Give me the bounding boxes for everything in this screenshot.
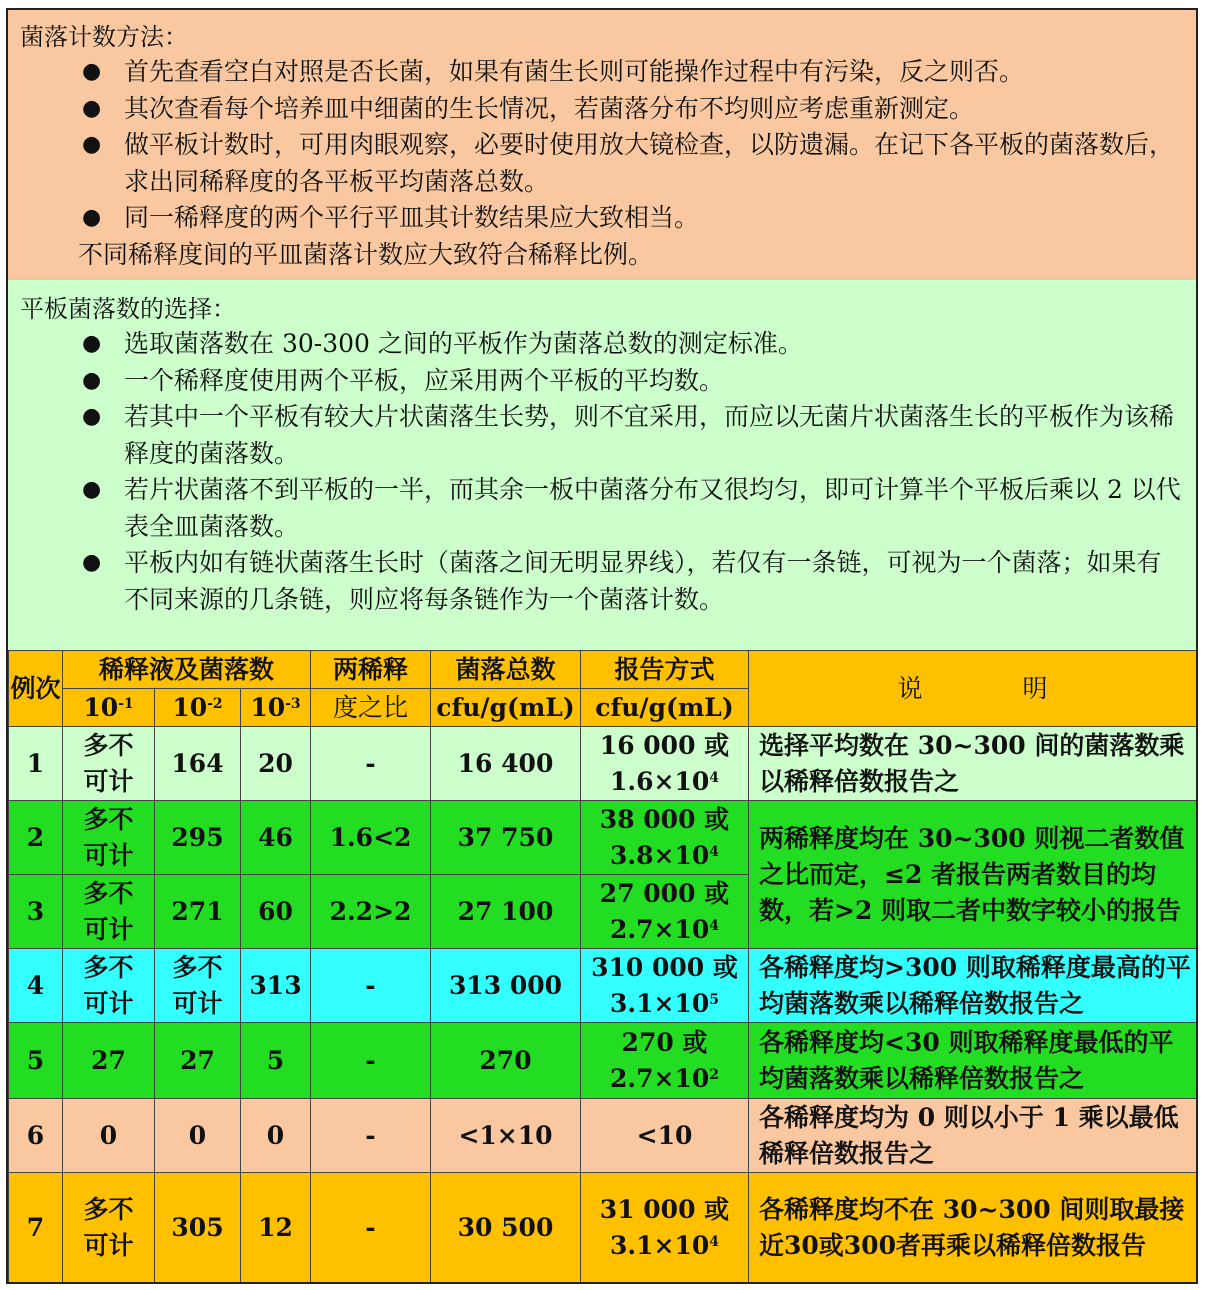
bullet-icon: ●	[82, 477, 102, 502]
dilution-1-cell: 多不可计	[63, 801, 155, 875]
report-cell: 16 000 或 $1.6\times 10^4$	[581, 727, 749, 801]
dilution-2-cell: 305	[155, 1173, 241, 1283]
case-cell: 2	[9, 801, 63, 875]
table-header-row	[9, 651, 1197, 689]
report-cell: 27 000 或 $2.7\times 10^4$	[581, 875, 749, 949]
dilution-1-cell: 多不可计	[63, 875, 155, 949]
report-cell: 270 或 $2.7\times 10^2$	[581, 1023, 749, 1099]
dilution-3-cell: 20	[241, 727, 311, 801]
note-text: 不同稀释度间的平皿菌落计数应大致符合稀释比例。	[78, 239, 654, 269]
ratio-cell: -	[311, 1173, 431, 1283]
report-cell: <10	[581, 1099, 749, 1173]
header-report-unit: cfu/g(mL)	[581, 689, 749, 727]
header-dilution-2: $10^{-2}$	[155, 689, 241, 727]
case-cell: 5	[9, 1023, 63, 1099]
bullet-list	[20, 54, 1182, 237]
report-cell: 310 000 或 $3.1\times 10^5$	[581, 949, 749, 1023]
bullet-icon: ●	[82, 59, 102, 84]
dilution-1-cell: 0	[63, 1099, 155, 1173]
description-cell: 各稀释度均<30 则取稀释度最低的平均菌落数乘以稀释倍数报告之	[749, 1023, 1197, 1099]
header-case: 例次	[9, 651, 63, 727]
description-cell: 选择平均数在 30~300 间的菌落数乘以稀释倍数报告之	[749, 727, 1197, 801]
bullet-icon: ●	[82, 331, 102, 356]
bullet-icon: ●	[82, 550, 102, 575]
dilution-3-cell: 60	[241, 875, 311, 949]
list-item: ● 平板内如有链状菌落生长时（菌落之间无明显界线），若仅有一条链，可视为一个菌落；如果有不同来源的几条链，则应将每条链作为一个菌落计数。	[20, 545, 1182, 618]
dilution-2-cell: 164	[155, 727, 241, 801]
description-cell: 两稀释度均在 30~300 则视二者数值之比而定，≤2 者报告两者数目的均数，若>2 则取二者中数字较小的报告	[749, 801, 1197, 949]
list-item: ● 同一稀释度的两个平行平皿其计数结果应大致相当。	[20, 200, 1182, 237]
list-item: ● 若其中一个平板有较大片状菌落生长势，则不宜采用，而应以无菌片状菌落生长的平板作为该稀释度的菌落数。	[20, 399, 1182, 472]
bullet-list	[20, 326, 1182, 618]
dilution-3-cell: 12	[241, 1173, 311, 1283]
total-cell: 37 750	[431, 801, 581, 875]
header-total-unit: cfu/g(mL)	[431, 689, 581, 727]
plate-selection-section	[8, 280, 1196, 650]
dilution-2-cell: 27	[155, 1023, 241, 1099]
dilution-3-cell: 313	[241, 949, 311, 1023]
table-row	[9, 1173, 1197, 1283]
table-row	[9, 801, 1197, 875]
ratio-cell: 1.6<2	[311, 801, 431, 875]
header-report: 报告方式	[581, 651, 749, 689]
list-item: ● 一个稀释度使用两个平板，应采用两个平板的平均数。	[20, 363, 1182, 400]
ratio-cell: -	[311, 1023, 431, 1099]
header-description: 说 明	[749, 651, 1197, 727]
counting-method-section	[8, 10, 1196, 280]
colony-report-table	[8, 650, 1197, 1283]
section-title: 菌落计数方法：	[20, 23, 188, 51]
header-ratio-2: 度之比	[311, 689, 431, 727]
total-cell: 313 000	[431, 949, 581, 1023]
bullet-icon: ●	[82, 132, 102, 157]
list-item: ● 首先查看空白对照是否长菌，如果有菌生长则可能操作过程中有污染，反之则否。	[20, 54, 1182, 91]
list-item: ● 其次查看每个培养皿中细菌的生长情况，若菌落分布不均则应考虑重新测定。	[20, 91, 1182, 128]
colony-count-document	[6, 8, 1198, 1284]
table-row	[9, 1099, 1197, 1173]
case-cell: 6	[9, 1099, 63, 1173]
bullet-icon: ●	[82, 367, 102, 393]
header-dilution-3: $10^{-3}$	[241, 689, 311, 727]
dilution-3-cell: 0	[241, 1099, 311, 1173]
total-cell: <1×10	[431, 1099, 581, 1173]
list-item: ● 若片状菌落不到平板的一半，而其余一板中菌落分布又很均匀，即可计算半个平板后乘以 2 以代表全皿菌落数。	[20, 472, 1182, 545]
total-cell: 270	[431, 1023, 581, 1099]
dilution-2-cell: 多不可计	[155, 949, 241, 1023]
dilution-2-cell: 0	[155, 1099, 241, 1173]
header-total: 菌落总数	[431, 651, 581, 689]
ratio-cell: -	[311, 1099, 431, 1173]
header-dilution-group: 稀释液及菌落数	[63, 651, 311, 689]
dilution-1-cell: 多不可计	[63, 949, 155, 1023]
case-cell: 1	[9, 727, 63, 801]
header-dilution-1: $10^{-1}$	[63, 689, 155, 727]
report-cell: 38 000 或 $3.8\times 10^4$	[581, 801, 749, 875]
description-cell: 各稀释度均不在 30~300 间则取最接近30或300者再乘以稀释倍数报告	[749, 1173, 1197, 1283]
bullet-icon: ●	[82, 95, 102, 121]
list-item: ● 做平板计数时，可用肉眼观察，必要时使用放大镜检查，以防遗漏。在记下各平板的菌落数后，求出同稀释度的各平板平均菌落总数。	[20, 127, 1182, 200]
bullet-icon: ●	[82, 404, 102, 429]
total-cell: 30 500	[431, 1173, 581, 1283]
list-item: ● 选取菌落数在 30-300 之间的平板作为菌落总数的测定标准。	[20, 326, 1182, 363]
bullet-icon: ●	[82, 205, 102, 230]
table-row	[9, 949, 1197, 1023]
dilution-3-cell: 46	[241, 801, 311, 875]
case-cell: 7	[9, 1173, 63, 1283]
description-cell: 各稀释度均>300 则取稀释度最高的平均菌落数乘以稀释倍数报告之	[749, 949, 1197, 1023]
dilution-1-cell: 多不可计	[63, 1173, 155, 1283]
header-ratio: 两稀释	[311, 651, 431, 689]
table-row	[9, 727, 1197, 801]
report-cell: 31 000 或 $3.1\times 10^4$	[581, 1173, 749, 1283]
case-cell: 3	[9, 875, 63, 949]
dilution-3-cell: 5	[241, 1023, 311, 1099]
dilution-1-cell: 多不可计	[63, 727, 155, 801]
ratio-cell: 2.2>2	[311, 875, 431, 949]
table-row	[9, 1023, 1197, 1099]
total-cell: 16 400	[431, 727, 581, 801]
dilution-2-cell: 271	[155, 875, 241, 949]
total-cell: 27 100	[431, 875, 581, 949]
dilution-2-cell: 295	[155, 801, 241, 875]
ratio-cell: -	[311, 949, 431, 1023]
ratio-cell: -	[311, 727, 431, 801]
section-title: 平板菌落数的选择：	[20, 295, 236, 323]
dilution-1-cell: 27	[63, 1023, 155, 1099]
description-cell: 各稀释度均为 0 则以小于 1 乘以最低稀释倍数报告之	[749, 1099, 1197, 1173]
case-cell: 4	[9, 949, 63, 1023]
